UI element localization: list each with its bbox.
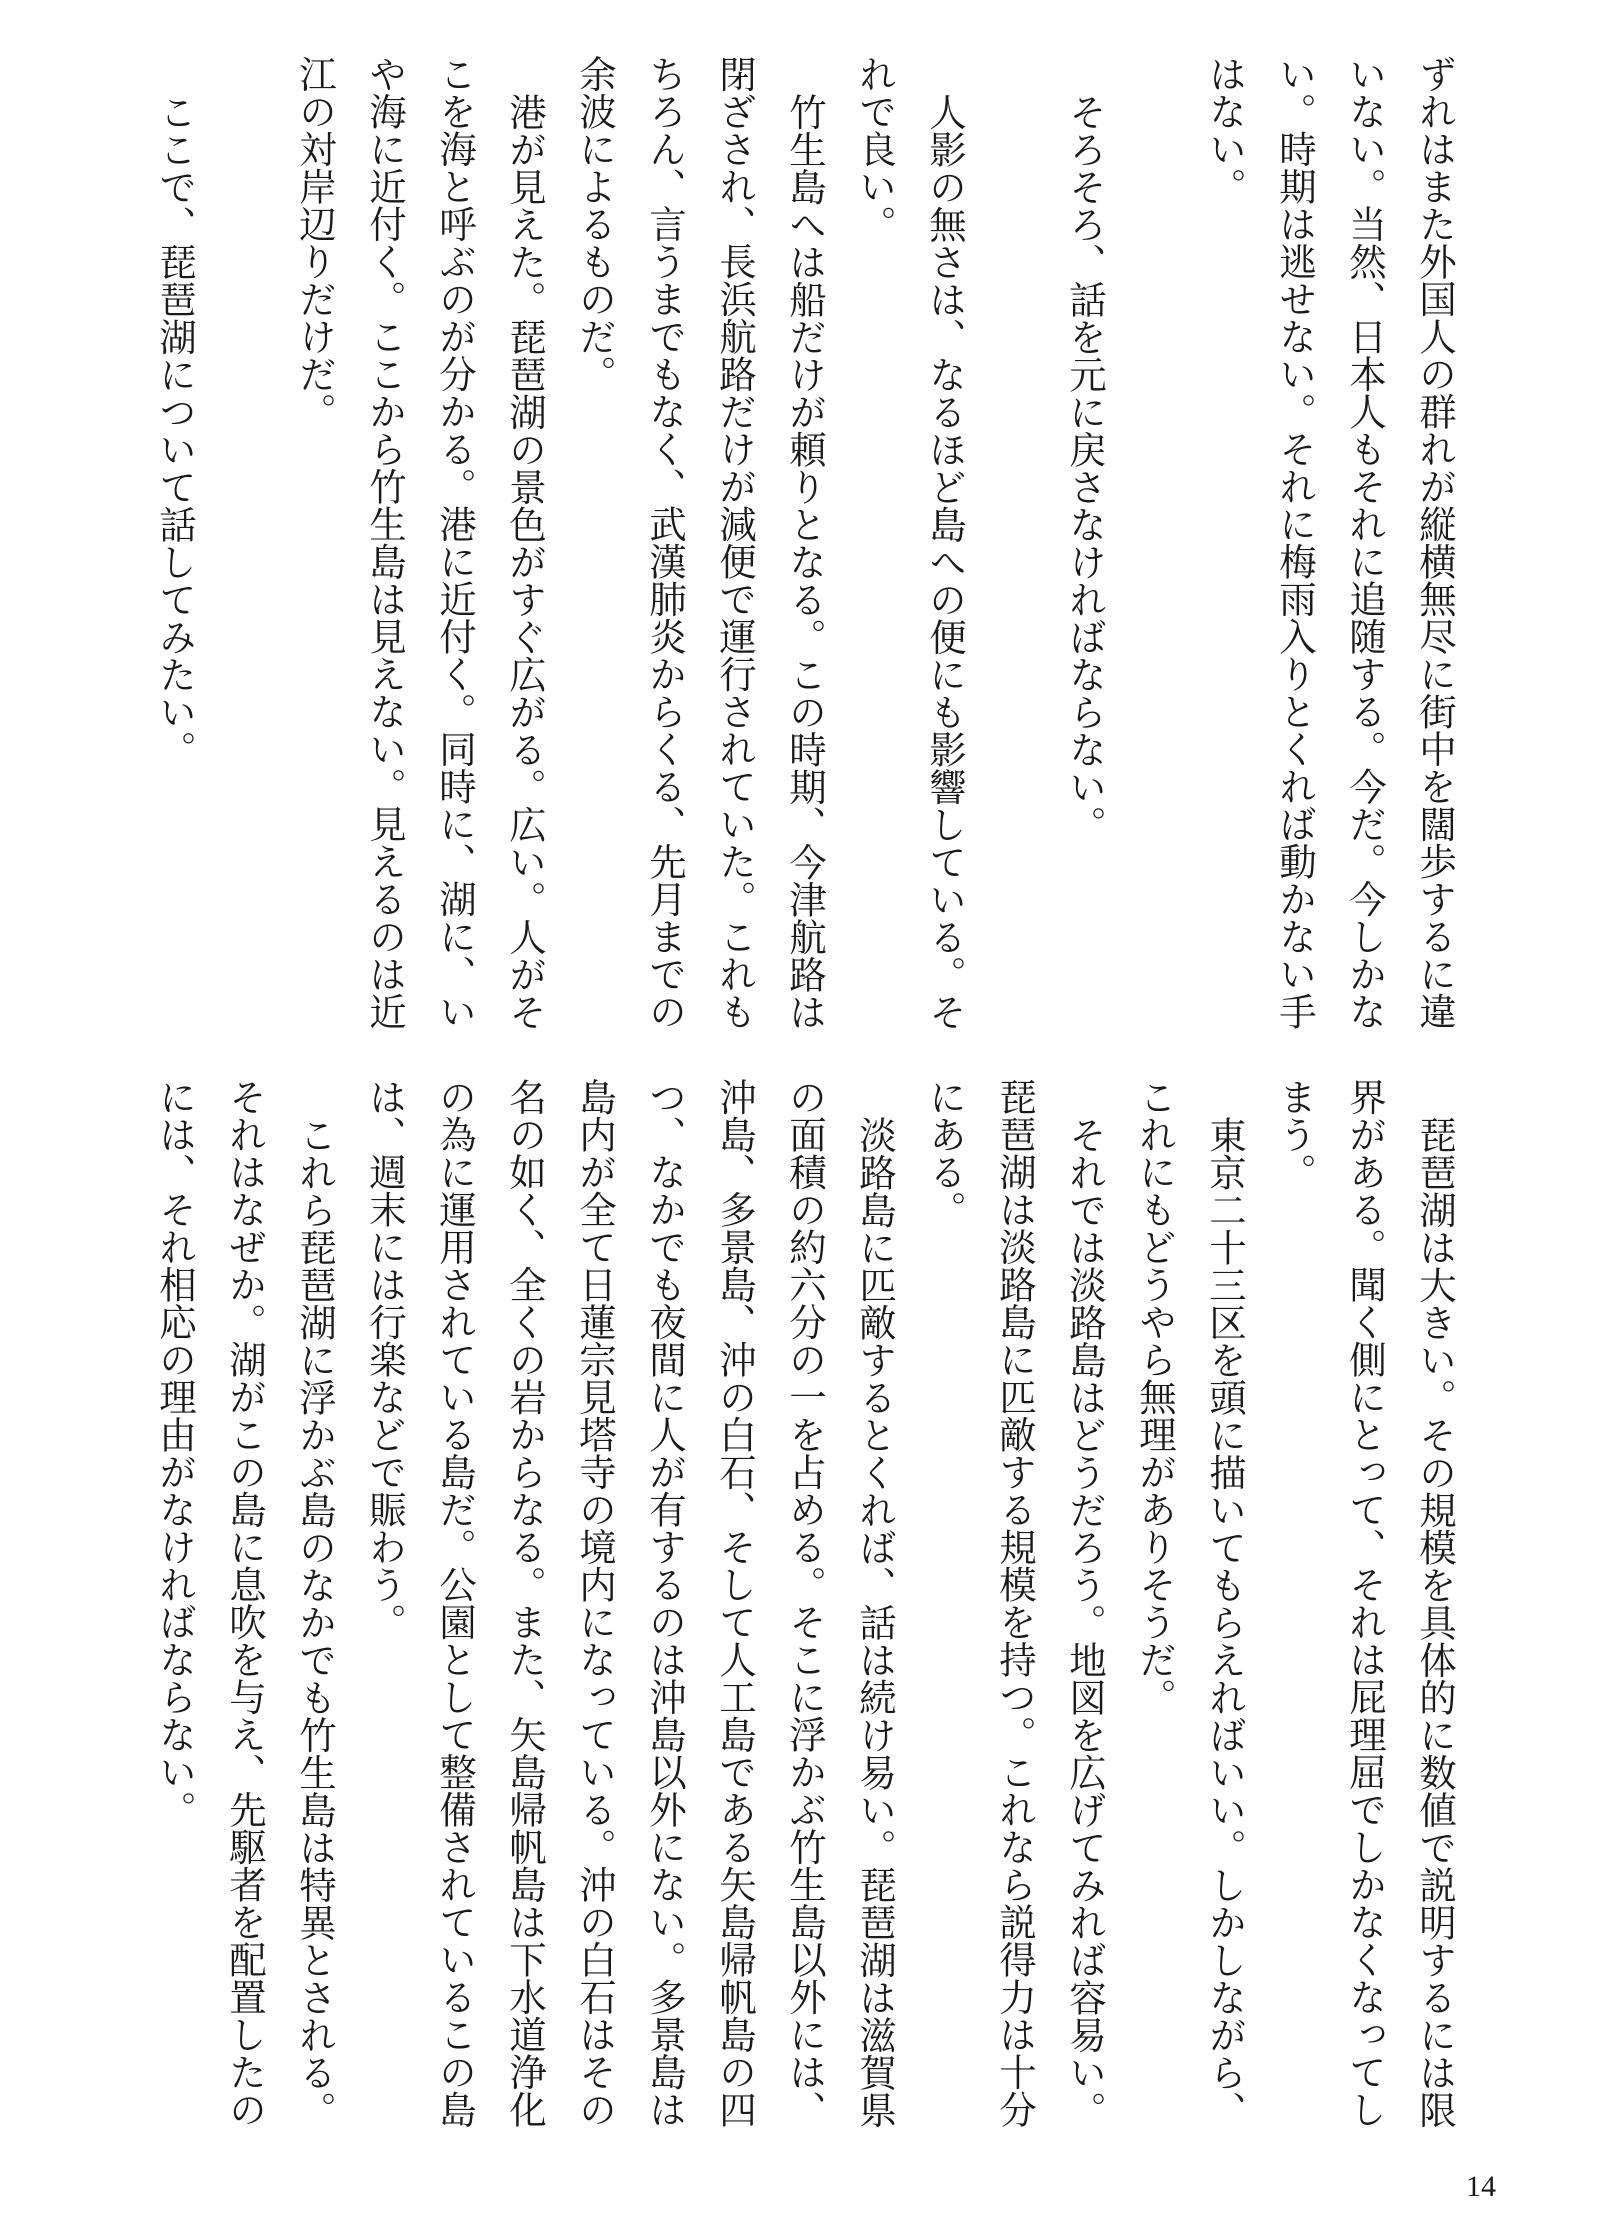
paragraph: ここで、琵琶湖について話してみたい。 [153,92,197,768]
paragraph: 人影の無さは、なるほど島への便にも影響している。それで良い。 [853,55,967,1030]
paragraph: ずれはまた外国人の群れが縦横無尽に街中を闊歩するに違いない。当然、日本人もそれに追随する。今だ。今しかない。時期は逃せない。それに梅雨入りとくれば動かない手はない。 [1203,55,1457,1030]
paragraph: 港が見えた。琵琶湖の景色がすぐ広がる。広い。人がそこを海と呼ぶのが分かる。港に近付く。同時に、湖に、いや海に近付く。ここから竹生島は見えない。見えるのは近江の対岸辺りだけだ。 [293,55,547,1030]
paragraph: 淡路島に匹敵するとくれば、話は続け易い。琵琶湖は滋賀県の面積の約六分の一を占める。そこに浮かぶ竹生島以外には、沖島、多景島、沖の白石、そして人工島である矢島帰帆島の四つ、なかでも夜間に人が有するのは沖島以外にない。多景島は島内が全て日蓮宗見塔寺の境内になっている。沖の白石はその名の如く、全くの岩からなる。また、矢島帰帆島は下水道浄化の為に運用されている島だ。公園として整備されているこの島は、週末には行楽などで賑わう。 [363,1078,897,2128]
blank-line [980,55,1050,1045]
lower-text-block [70,1078,1470,2158]
upper-text-block [70,55,1470,1045]
paragraph: 竹生島へは船だけが頼りとなる。この時期、今津航路は閉ざされ、長浜航路だけが減便で運行されていた。これもちろん、言うまでもなく、武漢肺炎からくる、先月までの余波によるものだ。 [573,55,827,1030]
paragraph: 東京二十三区を頭に描いてもらえればいい。しかしながら、これにもどうやら無理がありそうだ。 [1133,1078,1247,2128]
paragraph: そろそろ、話を元に戻さなければならない。 [1063,92,1107,843]
page-number: 14 [1466,2170,1496,2203]
paragraph: これら琵琶湖に浮かぶ島のなかでも竹生島は特異とされる。それはなぜか。湖がこの島に息吹を与え、先駆者を配置したのには、それ相応の理由がなければならない。 [153,1078,337,2128]
blank-line [1120,55,1190,1045]
paragraph: 琵琶湖は大きい。その規模を具体的に数値で説明するには限界がある。聞く側にとって、それは屁理屈でしかなくなってしまう。 [1273,1078,1457,2128]
blank-line [210,55,280,1045]
paragraph: それでは淡路島はどうだろう。地図を広げてみれば容易い。琵琶湖は淡路島に匹敵する規模を持つ。これなら説得力は十分にある。 [923,1078,1107,2128]
